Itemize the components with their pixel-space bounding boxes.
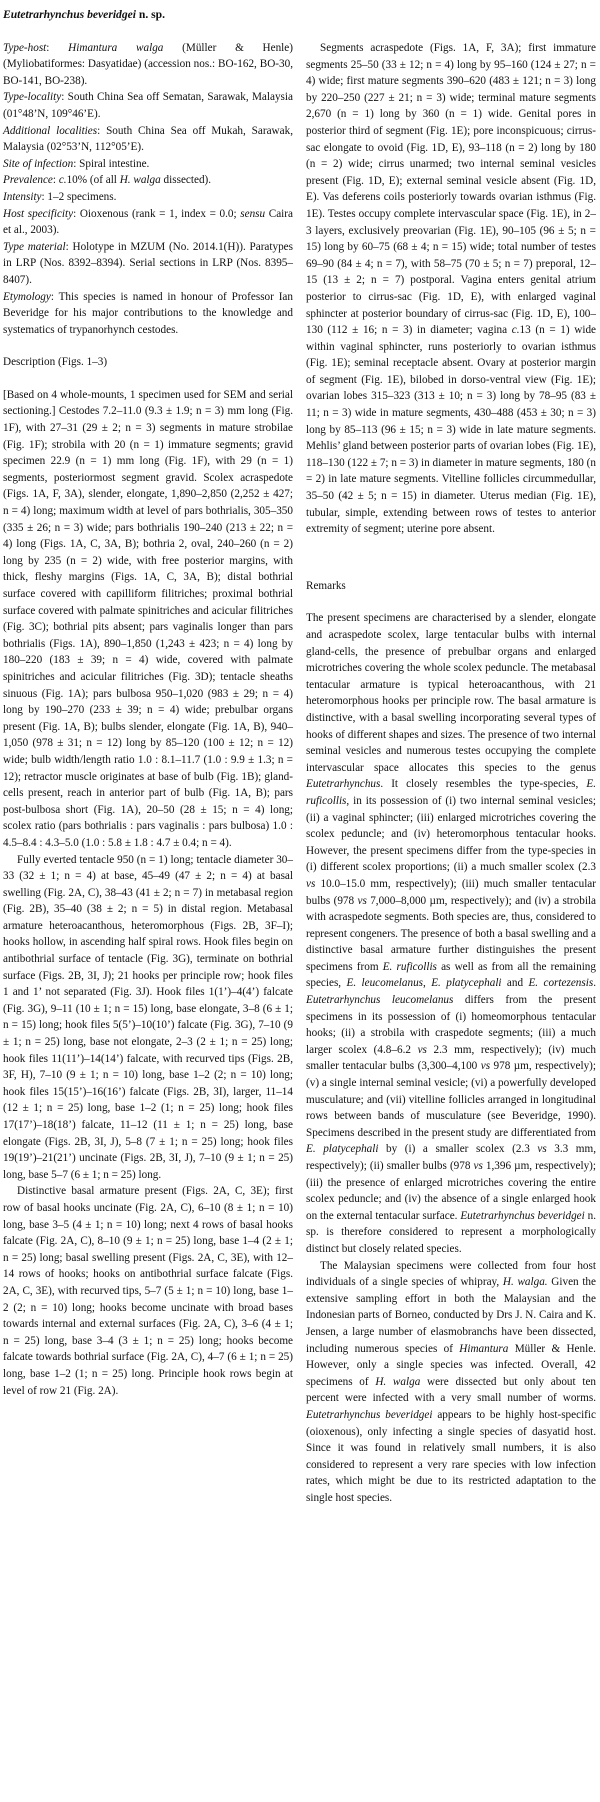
italic-text: Type material — [3, 240, 66, 253]
italic-text: Type-host — [3, 41, 47, 54]
taxonomy-entry: Type-host: Himantura walga (Müller & Henle) (Myliobatiformes: Dasyatidae) (accession nos.: BO-162, BO-30, BO-141, BO-238). — [3, 41, 293, 87]
italic-text: E. cortezensis — [528, 977, 594, 990]
taxonomy-entry: Etymology: This species is named in honour of Professor Ian Beveridge for his major contributions to the knowledge and systematics of trypanorhynch cestodes. — [3, 290, 293, 336]
remarks-body — [306, 610, 596, 1506]
italic-text: H. walga — [375, 1375, 421, 1388]
italic-text: vs — [357, 894, 367, 907]
taxonomy-entry: Type material: Holotype in MZUM (No. 2014.1(H)). Paratypes in LRP (Nos. 8392–8394). Serial sections in LRP (Nos. 8395–8407). — [3, 240, 294, 286]
italic-text: Eutetrarhynchus beveridgei — [3, 8, 137, 21]
italic-text: Himantura walga — [68, 41, 164, 54]
italic-text: E. platycephali — [431, 977, 502, 990]
italic-text: E. leucomelanus — [346, 977, 424, 990]
remarks-paragraph: The present specimens are characterised by a slender, elongate and acraspedote scolex, large tentacular bulbs with internal gland-cells, the presence of prebulbar organs and enlarged microtriches covering the whole scolex peduncle. The metabasal tentacular armature is typical heteroacanthous, with 21 heteromorphous hooks per principle row. The basal armature is distinctive, with a basal swelling incorporating several types of hooks of different shapes and sizes. The presence of two internal seminal vesicles and numerous testes occupying the complete intervascular space allocates this species to the genus Eutetrarhynchus. It closely resembles the type-species, E. ruficollis, in its possession of (i) two internal seminal vesicles; (ii) a vaginal sphincter; (iii) enlarged microtriches covering the scolex peduncle; and (iv) heteromorphous tentacular hooks. However, the present specimens differ from the type-species in (i) different scolex proportions; (ii) a much smaller scolex (2.3 vs 10.0–15.0 mm, respectively); (iii) much smaller tentacular bulbs (978 vs 7,000–8,000 µm, respectively); and (iv) a strobila with acraspedote segments. Both species are, thus, considered to represent congeners. The presence of both a basal swelling and a distinctive basal armature further distinguishes the present specimens from E. ruficollis as well as from all the remaining species, E. leucomelanus, E. platycephali and E. cortezensis. Eutetrarhynchus leucomelanus differs from the present specimens in its possession of (i) homeomorphous tentacular hooks; (ii) a strobila with craspedote segments; (iii) a much larger scolex (4.8–6.2 vs 2.3 mm, respectively); (iv) much smaller tentacular bulbs (3,300–4,100 vs 978 µm, respectively); (v) a single internal seminal vesicle; (vi) a powerfully developed musculature; and (vii) vitelline follicles arranged in longitudinal rows between bands of musculature (see Beveridge, 1990). Specimens described in the present study are differentiated from E. platycephali by (i) a smaller scolex (2.3 vs 3.3 mm, respectively); (ii) smaller bulbs (978 vs 1,396 µm, respectively); (iii) the presence of enlarged microtriches covering the entire scolex peduncle; and (iv) the absence of a single enlarged hook on the external tentacular surface. Eutetrarhynchus beveridgei n. sp. is therefore considered to represent a morphologically distinct but closely related species. — [306, 612, 597, 1255]
italic-text: Eutetrarhynchus leucomelanus — [306, 994, 454, 1007]
italic-text: Eutetrarhynchus — [306, 778, 381, 791]
italic-text: Type-locality — [3, 91, 62, 104]
italic-text: vs — [537, 1143, 547, 1156]
description-paragraph: [Based on 4 whole-mounts, 1 specimen used for SEM and serial sectioning.] Cestodes 7.2–11.0 (9.3 ± 1.9; n = 3) mm long (Fig. 1F), with 27–31 (29 ± 2; n = 3) segments in mature strobilae (Fig. 1F); strobila with 20 (n = 1) immature segments; gravid specimen 22.9 (n = 1) mm long (Fig. 1F), with 29 (n = 1) segments, posteriormost segment gravid. Scolex acraspedote (Figs. 1A, F, 3A), slender, elongate, 1,890–2,850 (2,252 ± 427; n = 4) long; maximum width at level of pars bothrialis, 305–350 (335 ± 26; n = 3) wide; pars bothrialis 190–240 (213 ± 22; n = 4) long (Figs. 1A, C, 3A, B); bothria 2, oval, 240–260 (n = 2) long by 235 (n = 2) wide, with free posterior margins, with thick, fleshy margins (Figs. 1A, C, 3A, B); distal bothrial surface covered with capilliform filitriches; proximal bothrial surface covered with palmate spinitriches and acicular filitriches (Fig. 3C); bothrial pits absent; pars vaginalis longer than pars bothrialis (Figs. 1A), 890–1,850 (1,243 ± 423; n = 4) long by 180–220 (183 ± 39; n = 4) wide, covered with palmate spinitriches and acicular filitriches (Fig. 3D); tentacle sheaths sinuous (Fig. 1A); pars bulbosa 950–1,020 (983 ± 29; n = 4) long by 190–270 (233 ± 39; n = 4) wide; prebulbar organs present (Fig. 1A, B); bulbs slender, elongate (Fig. 1A, B), 940–1,050 (978 ± 31; n = 12) long by 85–120 (100 ± 12; n = 12) wide; bulb width/length ratio 1.0 : 8.1–11.7 (1.0 : 9.9 ± 1.3; n = 12); retractor muscle originates at base of bulb (Fig. 1B); gland-cells present, reach in anterior part of bulb (Fig. 1A, B); pars post-bulbosa short (Fig. 1A), 20–50 (28 ± 15; n = 4) long; scolex ratio (pars bothrialis : pars vaginalis : pars bulbosa) 1.0 : 4.5–8.4 : 4.3–5.0 (1.0 : 5.8 ± 1.8 : 4.7 ± 0.4; n = 4). — [3, 388, 293, 849]
taxonomy-entry: Prevalence: c.10% (of all H. walga dissected). — [3, 174, 212, 187]
left-column — [3, 0, 293, 1399]
italic-text: Site of infection — [3, 157, 74, 170]
description-heading: Description (Figs. 1–3) — [3, 356, 108, 369]
italic-text: E. ruficollis — [382, 960, 437, 973]
italic-text: vs — [417, 1043, 427, 1056]
taxonomy-block — [3, 40, 293, 339]
italic-text: Host specificity — [3, 207, 74, 220]
description-left — [3, 387, 293, 1399]
italic-text: vs — [306, 877, 316, 890]
italic-text: Additional localities — [3, 124, 98, 137]
italic-text: H. walga. — [502, 1276, 548, 1289]
taxonomy-entry: Type-locality: South China Sea off Sematan, Sarawak, Malaysia (01°48’N, 109°46’E). — [3, 91, 293, 120]
remarks-heading: Remarks — [306, 579, 346, 592]
description-paragraph: Fully everted tentacle 950 (n = 1) long; tentacle diameter 30–33 (32 ± 1; n = 4) at base, 45–49 (47 ± 2; n = 4) at basal swelling (Fig. 2A, C), 38–43 (41 ± 2; n = 7) in metabasal region (Fig. 2B), 35–40 (38 ± 2; n = 5) in distal region. Metabasal armature heteroacanthous, heteromorphous (Figs. 2B, 3F–I); hooks hollow, in ascending half spiral rows. Hook files begin on antibothrial surface of tentacle (Fig. 3G), terminate on bothrial surface (Figs. 2B, 3I, J); 21 hooks per principle row; hook files 1 and 1’ not separated (Fig. 3J). Hook files 1(1’)–4(4’) falcate (Fig. 3G), 9–11 (10 ± 1; n = 15) long, base elongate, 3–8 (6 ± 1; n = 15) long; hook files 5(5’)–10(10’) falcate (Fig. 3G), 7–10 (9 ± 1; n = 25) long, base not elongate, 2–3 (2 ± 1; n = 25) long; hook files 11(11’)–14(14’) falcate, with recurved tips (Figs. 2B, 3F, H), 7–10 (9 ± 1; n = 10) long, base 1–2 (2; n = 10) long; hook files 15(15’)–16(16’) falcate (Figs. 2B, 3I), larger, 11–14 (12 ± 1; n = 25) long, base 1–2 (1; n = 25) long; hook files 17(17’)–18(18’) falcate, 11–12 (11 ± 1; n = 25) long, base elongate (Figs. 2B, 3I, J), 5–8 (7 ± 1; n = 25) long; hook files 19(19’)–21(21’) uncinate (Figs. 2B, 3I, J), 7–10 (9 ± 1; n = 25) long, base 5–7 (6 ± 1; n = 25) long. — [3, 853, 293, 1181]
description-paragraph: Segments acraspedote (Figs. 1A, F, 3A); first immature segments 25–50 (33 ± 12; n = 4) long by 95–160 (124 ± 27; n = 4) wide; first mature segments 390–620 (483 ± 121; n = 3) long by 220–250 (227 ± 21; n = 3) wide; terminal mature segments 2,670 (n = 1) long by 360 (n = 1) wide. Genital pores in posterior third of segment (Fig. 1E); pore inconspicuous; cirrus-sac elongate to ovoid (Fig. 1D, E), 93–118 (n = 2) long by 180 (n = 2) wide; cirrus unarmed; two internal seminal vesicles present (Fig. 1D, E); external seminal vesicle absent (Fig. 1D, E). Vas deferens coils posteriorly towards ovarian isthmus (Fig. 1E). Testes occupy complete intervascular space (Fig. 1E), in 2–3 layers, exclusively preovarian (Fig. 1E), 90–105 (96 ± 5; n = 15) long by 60–75 (68 ± 4; n = 15) wide; total number of testes 69–90 (84 ± 4; n = 7), with 58–75 (70 ± 5; n = 7) preporal, 12–15 (13 ± 2; n = 7) postporal. Vagina enters genital atrium posterior to cirrus-sac (Fig. 1D, E), with enlarged vaginal sphincter at posterior boundary of cirrus-sac (Fig. 1D, E), 100–130 (112 ± 16; n = 3) in diameter; vagina c.13 (n = 1) wide within vaginal sphincter, runs posteriorly to ovarian isthmus (Fig. 1E); seminal receptacle absent. Ovary at posterior margin of segment (Fig. 1E), bilobed in dorso-ventral view (Fig. 1E); ovarian lobes 315–323 (313 ± 10; n = 3) long by 78–95 (83 ± 11; n = 3) wide in mature segments, 430–488 (453 ± 30; n = 3) long by 85–113 (96 ± 15; n = 3) wide in late mature segments. Mehlis’ gland between posterior parts of ovarian lobes (Fig. 1E), 118–130 (122 ± 7; n = 3) in diameter in mature segments, 180 (n = 2) in late mature segments. Vitelline follicles circummedullar, 35–50 (42 ± 5; n = 15) in diameter. Uterus median (Fig. 1E), tubular, simple, extending between rows of testes to anterior extremity of segment; uterine pore absent. — [306, 42, 596, 536]
italic-text: c. — [511, 324, 520, 337]
italic-text: vs — [480, 1060, 491, 1073]
remarks-paragraph: The Malaysian specimens were collected from four host individuals of a single species of whipray, H. walga. Given the extensive sampling effort in both the Malaysian and the Indonesian parts of Borneo, conducted by Drs J. N. Caira and K. Jensen, a large number of elasmobranchs have been dissected, including numerous species of Himantura Müller & Henle. However, only a single species was infected. Overall, 42 specimens of H. walga were dissected but only about ten percent were infected with a very small number of worms. Eutetrarhynchus beveridgei appears to be highly host-specific (oioxenous), only infecting a single species of dasyatid host. Since it was found in relatively small numbers, it is also considered to represent a very rare species with low infection rates, which might be due to its restricted adaptation to the single host species. — [306, 1259, 597, 1504]
italic-text: Etymology — [3, 290, 51, 303]
taxonomy-entry: Additional localities: South China Sea off Mukah, Sarawak, Malaysia (02°53’N, 112°05’E). — [3, 124, 293, 154]
italic-text: c. — [58, 174, 67, 187]
italic-text: Eutetrarhynchus beveridgei — [460, 1209, 585, 1222]
italic-text: E. platycephali — [306, 1143, 379, 1156]
italic-text: Intensity — [3, 190, 42, 203]
italic-text: Himantura — [459, 1342, 509, 1355]
italic-text: H. walga — [119, 174, 161, 187]
species-title: Eutetrarhynchus beveridgei n. sp. — [3, 8, 166, 21]
italic-text: Prevalence — [3, 174, 53, 187]
taxonomy-entry: Intensity: 1–2 specimens. — [3, 190, 117, 203]
taxonomy-entry: Host specificity: Oioxenous (rank = 1, index = 0.0; sensu Caira et al., 2003). — [3, 207, 293, 237]
description-paragraph: Distinctive basal armature present (Figs. 2A, C, 3E); first row of basal hooks uncinate (Fig. 2A, C), 6–10 (8 ± 1; n = 10) long, base 3–5 (4 ± 1; n = 10) long; next 4 rows of basal hooks falcate (Fig. 2A, C), 8–10 (9 ± 1; n = 25) long, base 1–4 (2 ± 1; n = 25) long; basal swelling present (Figs. 2A, C, 3E), with 12–14 rows of hooks; hooks on antibothrial surface falcate (Figs. 2A, C, 3E), with recurved tips, 5–7 (5 ± 1; n = 10) long, base 1–2 (2; n = 10) long; hooks become uncinate with broad bases towards internal and external surfaces (Fig. 2A, C), 3–6 (4 ± 1; n = 25) long, base 3–4 (3 ± 1; n = 25) long; hooks become falcate towards bothrial surface (Fig. 2A, C), 4–7 (6 ± 1; n = 25) long, base 1–2 (1; n = 25) long. Principle hook rows begin at level of row 21 (Fig. 2A). — [3, 1185, 293, 1397]
right-column — [306, 0, 596, 1506]
description-right — [306, 40, 596, 538]
taxonomy-entry: Site of infection: Spiral intestine. — [3, 157, 150, 170]
italic-text: sensu — [240, 207, 266, 220]
italic-text: vs — [473, 1160, 483, 1172]
italic-text: E. ruficollis — [306, 778, 596, 807]
column-top-spacer — [306, 0, 596, 40]
italic-text: Eutetrarhynchus beveridgei — [306, 1408, 433, 1421]
